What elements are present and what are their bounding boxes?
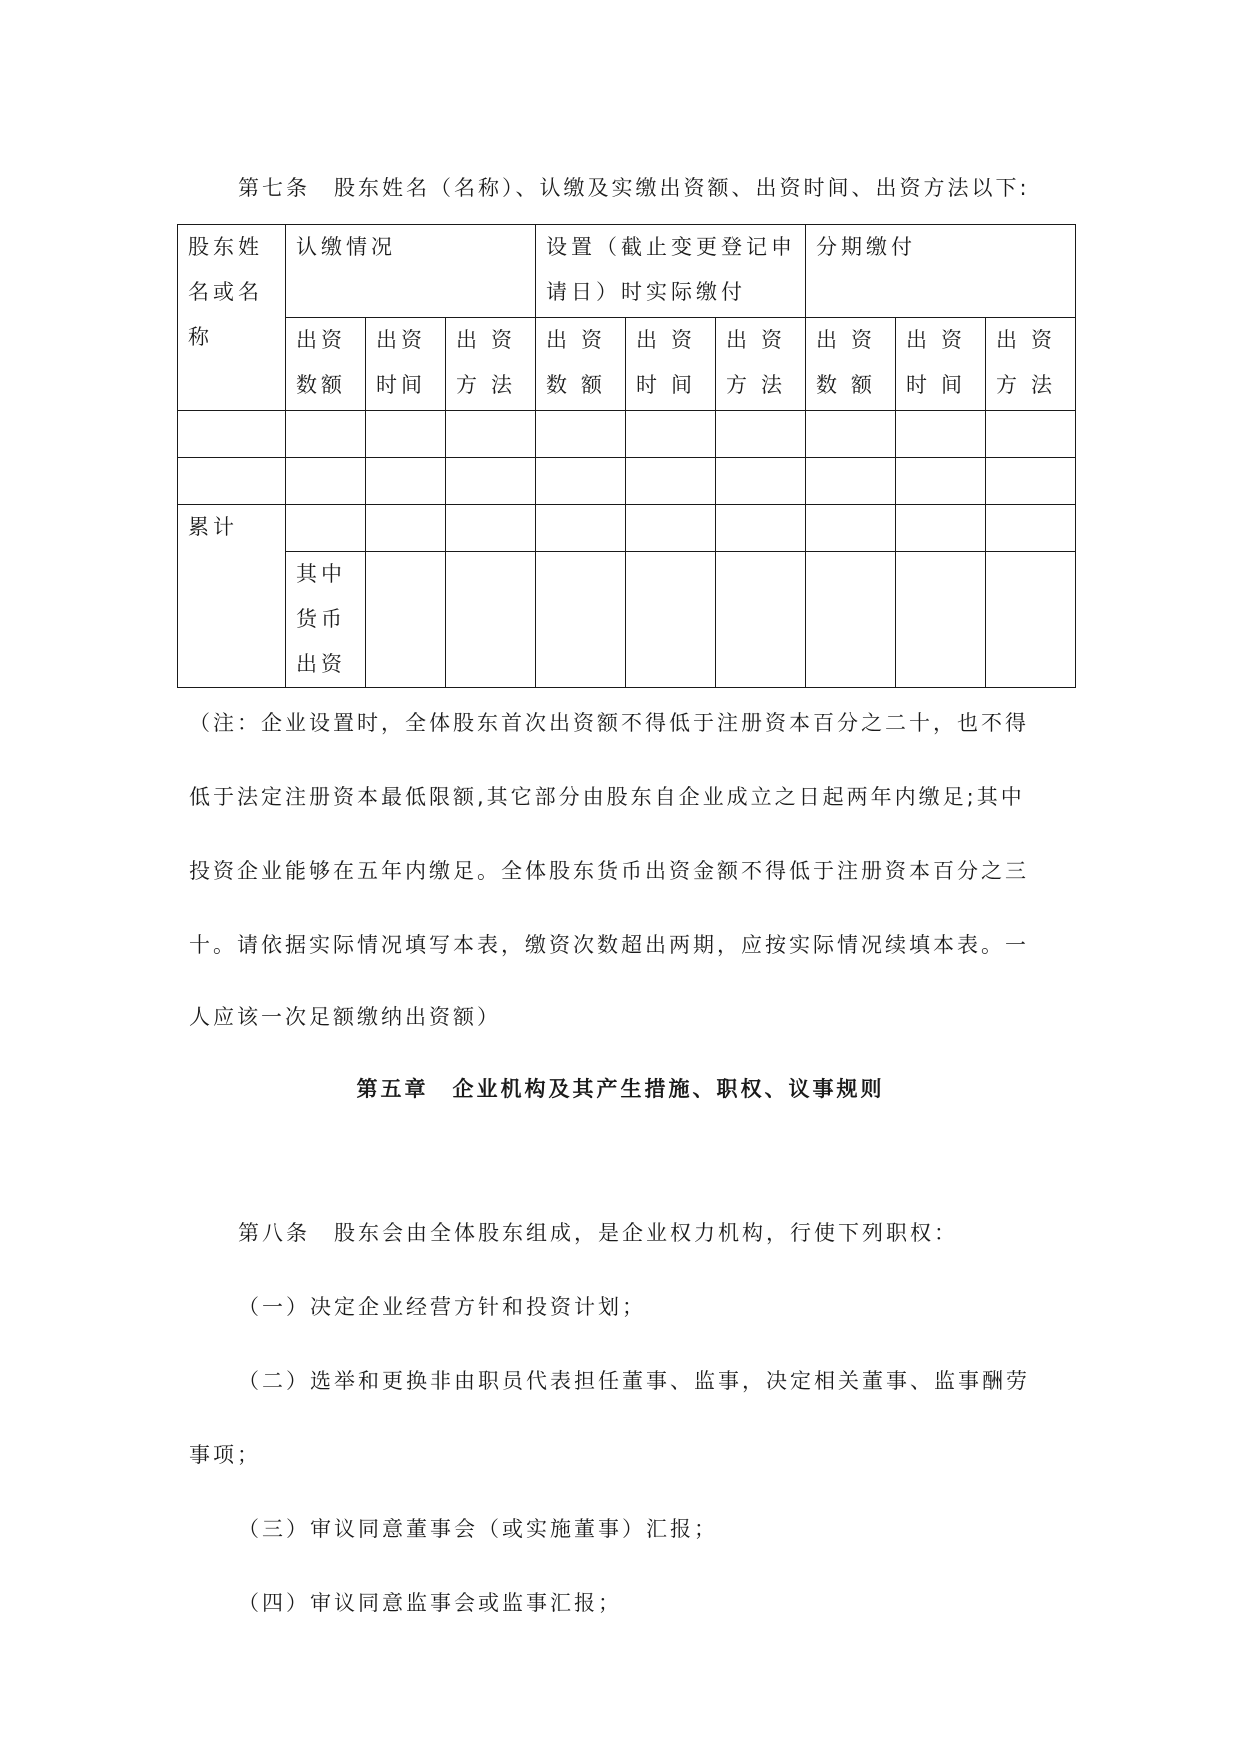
subheader-amount: 出资数额: [806, 318, 896, 411]
note-line-4: 十。请依据实际情况填写本表，缴资次数超出两期，应按实际情况续填本表。一: [189, 933, 1029, 957]
header-subscribed: 认缴情况: [286, 225, 536, 318]
item-3: （三）审议同意董事会（或实施董事）汇报；: [238, 1517, 718, 1541]
article-8: 第八条 股东会由全体股东组成，是企业权力机构，行使下列职权：: [238, 1221, 958, 1245]
capital-contribution-table: [177, 224, 1076, 688]
subheader-time: 出资时间: [896, 318, 986, 411]
item-4: （四）审议同意监事会或监事汇报；: [238, 1591, 622, 1615]
note-line-2: 低于法定注册资本最低限额,其它部分由股东自企业成立之日起两年内缴足;其中: [189, 785, 1025, 809]
header-actual-paid: 设置（截止变更登记申请日）时实际缴付: [536, 225, 806, 318]
table-row: [178, 411, 1076, 458]
subheader-time: 出资时间: [366, 318, 446, 411]
note-line-1: （注：企业设置时，全体股东首次出资额不得低于注册资本百分之二十，也不得: [189, 711, 1029, 735]
row-money-contribution-label: 其中货币出资: [286, 552, 366, 688]
item-1: （一）决定企业经营方针和投资计划；: [238, 1295, 646, 1319]
row-total-label: 累计: [178, 505, 286, 688]
chapter-5-heading: 第五章 企业机构及其产生措施、职权、议事规则: [356, 1077, 885, 1101]
item-2-continued: 事项；: [189, 1443, 261, 1467]
article-7: 第七条 股东姓名（名称）、认缴及实缴出资额、出资时间、出资方法以下:: [238, 176, 1030, 200]
header-installment: 分期缴付: [806, 225, 1076, 318]
header-shareholder-name: 股东姓名或名称: [178, 225, 286, 411]
subheader-method: 出资方法: [716, 318, 806, 411]
subheader-method: 出资方法: [986, 318, 1076, 411]
table-row: [178, 458, 1076, 505]
subheader-time: 出资时间: [626, 318, 716, 411]
item-2: （二）选举和更换非由职员代表担任董事、监事，决定相关董事、监事酬劳: [238, 1369, 1030, 1393]
subheader-amount: 出资数额: [536, 318, 626, 411]
subheader-amount: 出资数额: [286, 318, 366, 411]
note-line-3: 投资企业能够在五年内缴足。全体股东货币出资金额不得低于注册资本百分之三: [189, 859, 1029, 883]
subheader-method: 出资方法: [446, 318, 536, 411]
note-line-5: 人应该一次足额缴纳出资额）: [189, 1005, 501, 1029]
